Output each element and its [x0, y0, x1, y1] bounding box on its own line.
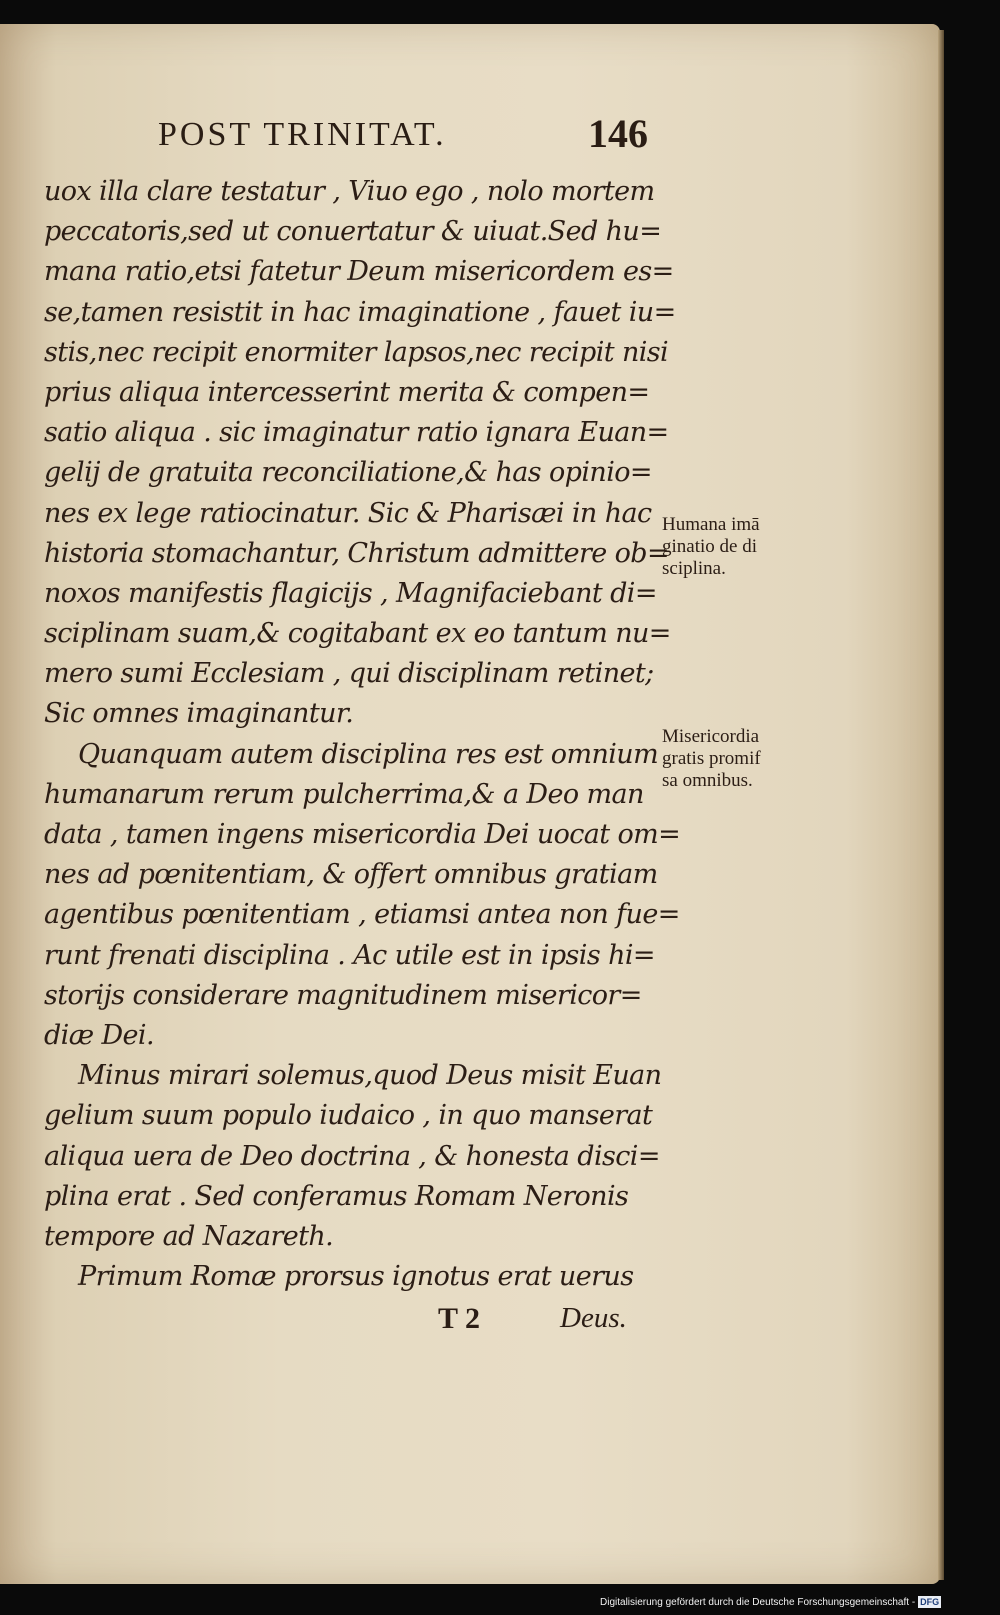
text-line: agentibus pœnitentiam , etiamsi antea non fue=: [44, 899, 680, 931]
marginal-note-line: Humana imā: [662, 514, 760, 535]
main-text-block: [44, 172, 681, 1297]
marginal-note-line: sa omnibus.: [662, 770, 753, 791]
text-line: nes ad pœnitentiam, & offert omnibus gratiam: [44, 859, 658, 891]
running-head: POST TRINITAT.: [158, 116, 447, 153]
text-line: data , tamen ingens misericordia Dei uocat om=: [44, 819, 681, 850]
text-line: noxos manifestis flagicijs , Magnifaciebant di=: [44, 577, 657, 609]
marginal-note-line: sciplina.: [662, 558, 726, 579]
text-line: satio aliqua . sic imaginatur ratio ignara Euan=: [44, 417, 669, 449]
marginal-note-line: Misericordia: [662, 726, 760, 747]
marginal-note-line: gratis promif: [662, 748, 761, 769]
marginal-note-line: ginatio de di: [662, 536, 757, 557]
text-line: Primum Romæ prorsus ignotus erat uerus: [78, 1261, 634, 1293]
text-line: historia stomachantur, Christum admittere ob=: [44, 537, 670, 569]
text-line: peccatoris,sed ut conuertatur & uiuat.Sed hu=: [44, 216, 662, 248]
text-line: nes ex lege ratiocinatur. Sic & Pharisæi in hac: [44, 497, 652, 529]
text-line: Minus mirari solemus,quod Deus misit Euan: [78, 1060, 662, 1092]
text-line: aliqua uera de Deo doctrina , & honesta disci=: [44, 1140, 660, 1172]
marginal-note-humana-imaginatio: [662, 514, 812, 580]
marginal-note-misericordia: [662, 726, 812, 792]
page-edge: [938, 30, 944, 1580]
digitization-footer: [600, 1596, 941, 1608]
text-line: diæ Dei.: [44, 1019, 154, 1051]
text-line: gelij de gratuita reconciliatione,& has opinio=: [44, 457, 652, 489]
page-number: 146: [588, 111, 648, 156]
text-line: se,tamen resistit in hac imaginatione , fauet iu=: [44, 296, 676, 328]
text-line: sciplinam suam,& cogitabant ex eo tantum nu=: [44, 618, 671, 650]
page-header: [0, 111, 940, 162]
text-line: humanarum rerum pulcherrima,& a Deo man: [44, 778, 644, 810]
text-line: tempore ad Nazareth.: [44, 1220, 334, 1252]
signature-mark: T 2: [438, 1302, 480, 1335]
text-line: runt frenati disciplina . Ac utile est in ipsis hi=: [44, 939, 655, 971]
text-line: prius aliqua intercesserint merita & compen=: [44, 376, 650, 408]
text-line: mana ratio,etsi fatetur Deum misericordem es=: [44, 256, 674, 288]
text-line: mero sumi Ecclesiam , qui disciplinam retinet;: [44, 658, 654, 690]
text-line: plina erat . Sed conferamus Romam Neronis: [44, 1180, 629, 1212]
footer-text: Digitalisierung gefördert durch die Deutsche Forschungsgemeinschaft -: [600, 1597, 916, 1608]
text-line: stis,nec recipit enormiter lapsos,nec recipit nisi: [44, 336, 669, 368]
text-line: gelium suum populo iudaico , in quo manserat: [44, 1100, 653, 1132]
text-line: Sic omnes imaginantur.: [44, 698, 354, 730]
text-line: uox illa clare testatur , Viuo ego , nolo mortem: [44, 176, 655, 207]
dfg-logo: DFG: [920, 1597, 940, 1607]
text-line: storijs considerare magnitudinem misericor=: [44, 979, 642, 1011]
catchword: Deus.: [560, 1302, 627, 1334]
text-line: Quanquam autem disciplina res est omnium: [78, 738, 659, 770]
